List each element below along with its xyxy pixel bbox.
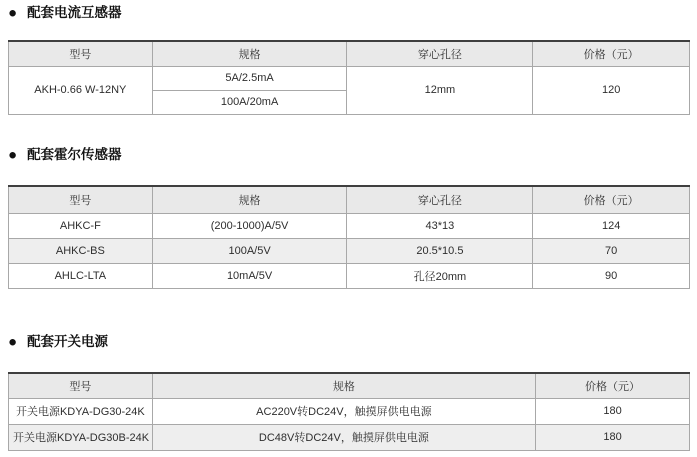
bullet-icon: ● — [8, 333, 18, 350]
table-row — [9, 213, 690, 238]
table-row — [9, 424, 690, 450]
cell-price: 124 — [533, 213, 690, 238]
cell-model: AHKC-BS — [9, 238, 153, 263]
column-header-spec: 规格 — [152, 186, 347, 213]
cell-model: AHKC-F — [9, 213, 153, 238]
cell-spec: DC48V转DC24V，触摸屏供电电源 — [152, 424, 535, 450]
column-header-price: 价格（元） — [536, 373, 690, 398]
cell-price: 180 — [536, 424, 690, 450]
current-transformer-table — [8, 40, 690, 115]
bullet-icon: ● — [8, 146, 18, 163]
hall-sensor-table — [8, 185, 690, 289]
column-header-model: 型号 — [9, 373, 153, 398]
cell-spec: 100A/5V — [152, 238, 347, 263]
cell-aperture: 孔径20mm — [347, 263, 533, 288]
cell-spec: (200-1000)A/5V — [152, 213, 347, 238]
cell-spec: AC220V转DC24V，触摸屏供电电源 — [152, 398, 535, 424]
column-header-spec: 规格 — [152, 373, 535, 398]
cell-price: 90 — [533, 263, 690, 288]
cell-aperture: 20.5*10.5 — [347, 238, 533, 263]
cell-model: AHLC-LTA — [9, 263, 153, 288]
cell-model: 开关电源KDYA-DG30B-24K — [9, 424, 153, 450]
column-header-model: 型号 — [9, 41, 153, 66]
cell-aperture: 12mm — [347, 66, 533, 114]
table-row — [9, 263, 690, 288]
switching-power-table — [8, 372, 690, 451]
cell-spec: 100A/20mA — [152, 90, 347, 114]
column-header-aperture: 穿心孔径 — [347, 41, 533, 66]
column-header-spec: 规格 — [152, 41, 347, 66]
cell-model: 开关电源KDYA-DG30-24K — [9, 398, 153, 424]
table-row — [9, 398, 690, 424]
column-header-aperture: 穿心孔径 — [347, 186, 533, 213]
bullet-icon: ● — [8, 4, 18, 21]
table-row — [9, 66, 690, 90]
section-title-hall-sensor — [8, 147, 122, 163]
cell-price: 180 — [536, 398, 690, 424]
cell-price: 70 — [533, 238, 690, 263]
column-header-price: 价格（元） — [533, 186, 690, 213]
cell-spec: 10mA/5V — [152, 263, 347, 288]
section-title-text: 配套霍尔传感器 — [27, 147, 122, 162]
table-header-row — [9, 41, 690, 66]
cell-spec: 5A/2.5mA — [152, 66, 347, 90]
table-header-row — [9, 186, 690, 213]
section-title-switching-power — [8, 334, 108, 350]
section-title-text: 配套电流互感器 — [27, 5, 122, 20]
column-header-price: 价格（元） — [533, 41, 690, 66]
section-title-current-transformer — [8, 5, 122, 21]
section-title-text: 配套开关电源 — [27, 334, 109, 349]
cell-aperture: 43*13 — [347, 213, 533, 238]
cell-price: 120 — [533, 66, 690, 114]
table-header-row — [9, 373, 690, 398]
column-header-model: 型号 — [9, 186, 153, 213]
table-row — [9, 238, 690, 263]
cell-model: AKH-0.66 W-12NY — [9, 66, 153, 114]
